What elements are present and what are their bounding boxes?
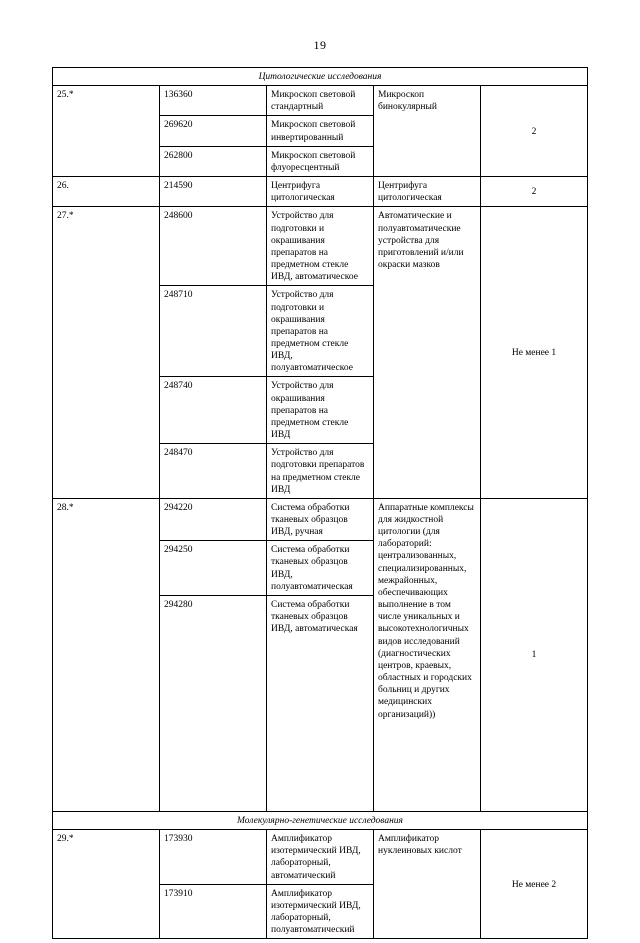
row-number: 29.*: [53, 830, 160, 939]
table-row: [53, 177, 588, 207]
table-row: [53, 830, 588, 885]
quantity: 1: [481, 498, 588, 811]
quantity: 2: [481, 86, 588, 177]
item-name: Устройство для подготовки и окрашивания препаратов на предметном стекле ИВД, полуавтоматическое: [267, 286, 374, 377]
table-row: [53, 86, 588, 116]
item-code: 214590: [160, 177, 267, 207]
item-name: Микроскоп световой стандартный: [267, 86, 374, 116]
group-name: Центрифуга цитологическая: [374, 177, 481, 207]
item-code: 173930: [160, 830, 267, 885]
group-name: Автоматические и полуавтоматические устройства для приготовлений и/или окраски мазков: [374, 207, 481, 498]
item-code: 294280: [160, 595, 267, 811]
table-row: [53, 498, 588, 540]
quantity: Не менее 1: [481, 207, 588, 498]
item-name: Амплификатор изотермический ИВД, лабораторный, автоматический: [267, 830, 374, 885]
quantity: Не менее 2: [481, 830, 588, 939]
row-number: 25.*: [53, 86, 160, 177]
item-name: Устройство для подготовки и окрашивания препаратов на предметном стекле ИВД, автоматическое: [267, 207, 374, 286]
item-name: Система обработки тканевых образцов ИВД, автоматическая: [267, 595, 374, 811]
quantity: 2: [481, 177, 588, 207]
row-number: 26.: [53, 177, 160, 207]
page-number: 19: [313, 38, 327, 52]
section-title-molecular: Молекулярно-генетические исследования: [53, 811, 588, 829]
item-code: 136360: [160, 86, 267, 116]
item-name: Система обработки тканевых образцов ИВД, полуавтоматическая: [267, 541, 374, 596]
group-name: Амплификатор нуклеиновых кислот: [374, 830, 481, 939]
table-row: [53, 207, 588, 286]
group-name: Микроскоп бинокулярный: [374, 86, 481, 177]
item-code: 248710: [160, 286, 267, 377]
item-code: 248600: [160, 207, 267, 286]
item-code: 248740: [160, 377, 267, 444]
item-code: 294220: [160, 498, 267, 540]
item-code: 248470: [160, 444, 267, 499]
item-name: Микроскоп световой инвертированный: [267, 116, 374, 146]
item-name: Устройство для подготовки препаратов на предметном стекле ИВД: [267, 444, 374, 499]
group-name: Аппаратные комплексы для жидкостной цитологии (для лабораторий: централизованных, специализированных, межрайонных, обеспечивающих выполнение в том числе уникальных и высокотехнологичных видов исследований (диагностических центров, краевых, областных и городских больниц и других медицинских организаций)): [374, 498, 481, 811]
item-code: 173910: [160, 884, 267, 939]
equipment-table: [52, 67, 588, 939]
item-code: 294250: [160, 541, 267, 596]
item-code: 262800: [160, 146, 267, 176]
table-section-row: [53, 811, 588, 829]
table-section-row: [53, 68, 588, 86]
item-code: 269620: [160, 116, 267, 146]
item-name: Микроскоп световой флуоресцентный: [267, 146, 374, 176]
row-number: 28.*: [53, 498, 160, 811]
item-name: Амплификатор изотермический ИВД, лабораторный, полуавтоматический: [267, 884, 374, 939]
item-name: Система обработки тканевых образцов ИВД, ручная: [267, 498, 374, 540]
item-name: Устройство для окрашивания препаратов на предметном стекле ИВД: [267, 377, 374, 444]
row-number: 27.*: [53, 207, 160, 498]
document-page: [0, 38, 640, 943]
section-title-cytology: Цитологические исследования: [53, 68, 588, 86]
item-name: Центрифуга цитологическая: [267, 177, 374, 207]
equipment-table-wrapper: [52, 67, 588, 939]
